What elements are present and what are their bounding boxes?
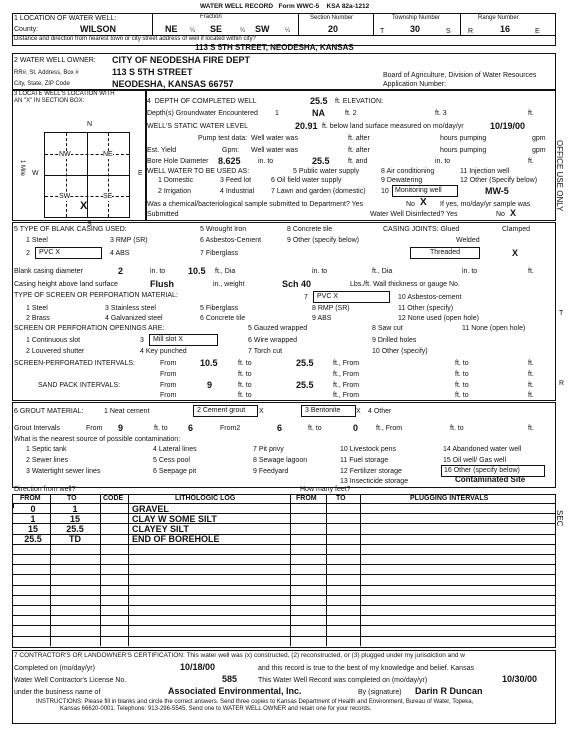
screen-12: 12 None used (open hole) — [398, 315, 479, 322]
ne-label: NE — [103, 151, 113, 158]
completed-label: Completed on (mo/day/yr) — [14, 665, 95, 672]
casing-6: 6 Asbestos-Cement — [200, 237, 262, 244]
open-4: 4 Key punched — [140, 348, 187, 355]
how-many-feet-label: How many feet? — [300, 486, 351, 493]
casing-2-box: PVC X — [35, 247, 102, 259]
contam-12: 12 Fertilizer storage — [340, 468, 402, 475]
chem-x: X — [420, 197, 427, 208]
fraction-1: NE — [165, 24, 178, 34]
side-r: R — [559, 380, 565, 387]
open-3: 3 — [140, 337, 144, 344]
pump-label: Pump test data: — [198, 135, 248, 142]
east-label: E — [138, 170, 143, 177]
gw-ft: ft. — [528, 110, 534, 117]
openings-label: SCREEN OR PERFORATION OPENINGS ARE: — [14, 325, 165, 332]
casing-3: 3 RMP (SR) — [110, 237, 148, 244]
spi-from: 10.5 — [200, 358, 218, 368]
certification-text: 7 CONTRACTOR'S OR LANDOWNER'S CERTIFICATION: This water well was (x) constructed, (2) reconstructed, or (3) plugged under my jurisdiction and w — [14, 652, 465, 659]
screen-8: 8 RMP (SR) — [312, 305, 350, 312]
owner-name: CITY OF NEODESHA FIRE DEPT — [112, 55, 251, 65]
disinfected-no: No — [496, 211, 505, 218]
sand-to-label-3: ft. to — [238, 392, 252, 399]
use-11: 11 Injection well — [460, 168, 510, 175]
well-location-mark: X — [80, 200, 88, 212]
gw1-num: 1 — [275, 110, 279, 117]
spi-from-label: From — [160, 360, 177, 367]
chem-question: Was a chemical/bacteriological sample submitted to Department? Yes — [147, 201, 364, 208]
log-header-from-2: FROM — [296, 495, 317, 502]
screen-9: 9 ABS — [312, 315, 332, 322]
casing-1: 1 Steel — [26, 237, 48, 244]
license-number: 585 — [222, 674, 238, 684]
spi-ft-from-2: ft., From — [333, 371, 360, 378]
open-11: 11 None (open hole) — [462, 325, 526, 332]
side-sec: SEC — [555, 510, 564, 527]
open-6: 6 Wire wrapped — [248, 337, 298, 344]
spi-label: SCREEN-PERFORATED INTERVALS: — [14, 360, 135, 367]
log-to: 15 — [69, 513, 80, 524]
spi-ft: ft. — [528, 360, 534, 367]
open-5: 5 Gauzed wrapped — [248, 325, 308, 332]
grout-from-label: From — [86, 425, 103, 432]
license-label: Water Well Contractor's License No. — [14, 677, 127, 684]
blank-ft-dia-2: ft., Dia — [372, 268, 393, 275]
form-title: WATER WELL RECORD Form WWC-5 KSA 82a-1212 — [200, 3, 370, 10]
static-date: 10/19/00 — [490, 121, 526, 131]
open-10: 10 Other (specify) — [372, 348, 428, 355]
rr-label: RR#, St. Address, Box # — [14, 70, 79, 76]
open-2: 2 Louvered shutter — [26, 348, 85, 355]
open-8: 8 Saw cut — [372, 325, 403, 332]
log-to: TD — [69, 534, 81, 545]
grout-to2: 0 — [353, 423, 359, 433]
screen-2: 2 Brass — [26, 315, 50, 322]
grout-to2-label: ft. to — [308, 425, 322, 432]
gw1-value: NA — [312, 108, 325, 118]
range-e: E — [535, 28, 540, 35]
bore-label: Bore Hole Diameter — [147, 158, 209, 165]
grout-from: 9 — [118, 423, 124, 433]
grout-from2: 6 — [277, 423, 283, 433]
side-t: T — [559, 310, 564, 317]
bore-in-to: in. to — [258, 158, 274, 165]
log-header-plugging: PLUGGING INTERVALS — [410, 495, 489, 502]
casing-joints: CASING JOINTS: Glued — [383, 226, 460, 233]
completed-date: 10/18/00 — [180, 662, 216, 672]
township-label: Township Number — [392, 15, 441, 21]
casing-schedule: Sch 40 — [282, 279, 312, 289]
submitted-label: Submitted — [147, 211, 179, 218]
grout-2-x: X — [259, 408, 264, 415]
bore-in-to-2: in. to — [435, 158, 451, 165]
township-number: 30 — [410, 24, 421, 34]
sand-ft-from-2: ft., From — [333, 392, 360, 399]
section-location-grid — [44, 132, 130, 218]
open-7: 7 Torch cut — [248, 348, 283, 355]
section-2-label: 2 WATER WELL OWNER: — [14, 57, 96, 64]
threaded-x: X — [512, 248, 519, 258]
disinfected-x: X — [510, 208, 517, 218]
screen-3: 3 Stainless steel — [105, 305, 156, 312]
contam-5: 5 Cess pool — [153, 457, 190, 464]
county-label: County: — [14, 26, 39, 33]
contam-6: 6 Seepage pit — [153, 468, 197, 475]
grout-3-x: X — [356, 408, 361, 415]
grout-1: 1 Neat cement — [104, 408, 150, 415]
casing-welded: Welded — [456, 237, 480, 244]
quarter-3: ¼ — [285, 28, 291, 34]
contam-3: 3 Watertight sewer lines — [26, 468, 101, 475]
range-number: 16 — [500, 24, 511, 34]
log-desc: CLAY W SOME SILT — [132, 513, 217, 524]
quarter-1: ¼ — [190, 28, 196, 34]
sw-label: SW — [59, 193, 71, 200]
application-label: Application Number: — [383, 81, 447, 88]
static-mid: ft. below land surface measured on mo/day/yr — [322, 123, 464, 130]
gw-label: Depth(s) Groundwater Encountered — [147, 110, 258, 117]
use-7: 7 Lawn and garden (domestic) — [271, 188, 366, 195]
contam-11: 11 Fuel storage — [340, 457, 389, 464]
use-12: 12 Other (Specify below) — [460, 177, 538, 184]
log-to: 1 — [72, 503, 78, 514]
bore-value: 8.625 — [218, 156, 241, 166]
gw3-label: ft. 3 — [435, 110, 447, 117]
section-3-label-2: AN "X" IN SECTION BOX: — [14, 98, 85, 104]
casing-weight-label: in., weight — [213, 281, 245, 288]
contamination-label: What is the nearest source of possible contamination: — [14, 436, 181, 443]
log-header-to-2: TO — [336, 495, 346, 502]
blank-dia-label: Blank casing diameter — [14, 268, 83, 275]
business-label: under the business name of — [14, 689, 101, 696]
grout-3-box: 3 Bentonite — [301, 405, 356, 417]
grout-ft: ft. — [528, 425, 534, 432]
gw2-label: ft. 2 — [345, 110, 357, 117]
yield-ww: Well water was — [251, 147, 298, 154]
grout-to-label: ft. to — [154, 425, 168, 432]
signature: Darin R Duncan — [415, 686, 483, 696]
yield-gpm-2: gpm — [532, 147, 546, 154]
contam-2: 2 Sewer lines — [26, 457, 69, 464]
sand-ft: ft. — [528, 382, 534, 389]
bore-ft: ft. — [528, 158, 534, 165]
screen-1: 1 Steel — [26, 305, 48, 312]
contam-1: 1 Septic tank — [26, 446, 67, 453]
use-3: 3 Feed lot — [220, 177, 252, 184]
pump-after: ft. after — [348, 135, 370, 142]
sand-from: 9 — [207, 380, 213, 390]
owner-city: NEODESHA, KANSAS 66757 — [112, 79, 234, 89]
mile-scale-label: 1 Mile — [19, 160, 25, 177]
blank-in-to: in. to — [150, 268, 166, 275]
county-value: WILSON — [80, 24, 116, 34]
blank-dia-value: 2 — [118, 266, 124, 276]
log-header-from: FROM — [20, 495, 41, 502]
open-1: 1 Continuous slot — [26, 337, 81, 344]
contam-13: 13 Insecticide storage — [340, 478, 409, 485]
yield-label: Est. Yield — [147, 147, 177, 154]
instructions-2: Kansas 66620-0001. Telephone: 913-296-5545. Send one to WATER WELL OWNER and retain one for your records. — [60, 706, 372, 712]
grout-ft-from: ft., From — [376, 425, 403, 432]
fraction-3: SW — [255, 24, 270, 34]
contam-9: 9 Feedyard — [253, 468, 289, 475]
spi-to-label-3: ft. to — [238, 371, 252, 378]
casing-9: 9 Other (specify below) — [287, 237, 359, 244]
sand-to: 25.5 — [296, 380, 314, 390]
casing-height-label: Casing height above land surface — [14, 281, 118, 288]
pump-hours: hours pumping — [440, 135, 487, 142]
casing-5: 5 Wrought Iron — [200, 226, 247, 233]
grout-ft-to: ft. to — [450, 425, 464, 432]
sand-ft-2: ft. — [528, 392, 534, 399]
west-label: W — [32, 170, 39, 177]
open-3-box: Mill slot X — [149, 334, 218, 346]
board-label: Board of Agriculture, Division of Water Resources — [383, 72, 537, 79]
range-label: Range Number — [478, 15, 519, 21]
north-label: N — [87, 121, 93, 128]
casing-2: 2 — [26, 250, 30, 257]
log-desc: CLAYEY SILT — [132, 523, 189, 534]
casing-4: 4 ABS — [110, 250, 130, 257]
contam-10: 10 Livestock pens — [340, 446, 397, 453]
spi-ft-from: ft., From — [333, 360, 360, 367]
use-10: 10 — [381, 188, 389, 195]
depth-value: 25.5 — [310, 96, 328, 106]
casing-8: 8 Concrete tile — [287, 226, 333, 233]
use-8: 8 Air conditioning — [381, 168, 435, 175]
log-from: 25.5 — [24, 534, 42, 545]
fraction-label: Fraction — [200, 14, 222, 20]
chem-no: No — [406, 201, 415, 208]
contamination-other: Contaminated Site — [455, 475, 526, 484]
spi-to: 25.5 — [296, 358, 314, 368]
use-2: 2 Irrigation — [158, 188, 192, 195]
sand-ft-from: ft., From — [333, 382, 360, 389]
section-number-label: Section Number — [310, 15, 354, 21]
spi-ft-2: ft. — [528, 371, 534, 378]
township-t: T — [380, 28, 385, 35]
log-to: 25.5 — [66, 523, 84, 534]
use-6: 6 Oil field water supply — [271, 177, 342, 184]
spi-to-label: ft. to — [238, 360, 252, 367]
sand-to-label-2: ft. to — [455, 382, 469, 389]
nw-label: NW — [59, 151, 71, 158]
pump-ww: Well water was — [251, 135, 298, 142]
sand-to-label: ft. to — [238, 382, 252, 389]
pump-gpm: gpm — [532, 135, 546, 142]
quarter-2: ¼ — [240, 28, 246, 34]
contam-16-box: 16 Other (specify below) — [441, 465, 545, 477]
yield-hours: hours pumping — [440, 147, 487, 154]
blank-in-to-3: in. to — [462, 268, 478, 275]
contam-7: 7 Pit privy — [253, 446, 284, 453]
log-from: 0 — [30, 503, 36, 514]
south-label: S — [87, 221, 92, 228]
well-address: 113 S 5TH STREET, NEODESHA, KANSAS — [195, 43, 354, 52]
open-9: 9 Drilled holes — [372, 337, 417, 344]
blank-ft: ft. — [528, 268, 534, 275]
bore-to-value: 25.5 — [312, 156, 330, 166]
use-4: 4 Industrial — [220, 188, 255, 195]
screen-5: 5 Fiberglass — [200, 305, 239, 312]
spi-to-label-4: ft. to — [455, 371, 469, 378]
threaded-box: Threaded — [410, 247, 480, 259]
blank-in-to-2: in. to — [312, 268, 328, 275]
blank-ft-dia: ft., Dia — [215, 268, 236, 275]
log-header-code: CODE — [103, 495, 124, 502]
use-1: 1 Domestic — [158, 177, 194, 184]
static-value: 20.91 — [295, 121, 318, 131]
static-label: WELL'S STATIC WATER LEVEL — [147, 123, 249, 130]
log-desc: END OF BOREHOLE — [132, 534, 220, 545]
screen-4: 4 Galvanized steel — [105, 315, 163, 322]
screen-6: 6 Concrete tile — [200, 315, 246, 322]
se-label: SE — [103, 193, 113, 200]
use-5: 5 Public water supply — [293, 168, 360, 175]
instructions-1: INSTRUCTIONS: Please fill in blanks and circle the correct answers. Send three copies to Kansas Department of Health and Environment, Bureau of Water, Topeka, — [36, 699, 474, 705]
fraction-2: SE — [210, 24, 223, 34]
depth-label: 4 DEPTH OF COMPLETED WELL — [147, 98, 257, 105]
log-header-to: TO — [67, 495, 77, 502]
office-use-only: OFFICE USE ONLY — [555, 140, 564, 212]
yield-gpm: Gpm: — [222, 147, 240, 154]
grout-from2-label: From2 — [220, 425, 241, 432]
contam-14: 14 Abandoned water well — [443, 446, 522, 453]
township-s: S — [446, 28, 451, 35]
screen-type-label: TYPE OF SCREEN OR PERFORATION MATERIAL: — [14, 292, 178, 299]
use-label: WELL WATER TO BE USED AS: — [147, 168, 250, 175]
use-9: 9 Dewatering — [381, 177, 423, 184]
disinfected-label: Water Well Disinfected? Yes — [370, 211, 458, 218]
business-name: Associated Environmental, Inc. — [168, 686, 302, 696]
contam-4: 4 Lateral lines — [153, 446, 197, 453]
screen-10: 10 Asbestos-cement — [398, 294, 462, 301]
log-desc: GRAVEL — [132, 503, 169, 514]
casing-height-value: Flush — [150, 279, 174, 289]
direction-label: Direction from well? — [14, 486, 76, 493]
range-r: R — [468, 28, 474, 35]
screen-7-box: PVC X — [313, 291, 390, 303]
bore-ft-and: ft. and — [348, 158, 368, 165]
use-10-box: Monitoring well — [392, 185, 458, 197]
grout-4: 4 Other — [368, 408, 392, 415]
sand-to-label-4: ft. to — [455, 392, 469, 399]
sand-from-label-2: From — [160, 392, 177, 399]
owner-street: 113 S 5TH STREET — [112, 67, 193, 77]
casing-7: 7 Fiberglass — [200, 250, 239, 257]
sand-label: SAND PACK INTERVALS: — [38, 382, 121, 389]
distance-label: Distance and direction from nearest town or city street address of well if located within city? — [14, 36, 256, 42]
section-1-label: 1 LOCATION OF WATER WELL: — [14, 15, 117, 22]
grout-label: 6 GROUT MATERIAL: — [14, 408, 84, 415]
city-label: City, State, ZIP Code — [14, 81, 70, 87]
sand-from-label: From — [160, 382, 177, 389]
grout-2-box: 2 Cement grout — [193, 405, 258, 417]
record-date: 10/30/00 — [502, 674, 538, 684]
log-from: 1 — [30, 513, 36, 524]
blank-to-value: 10.5 — [188, 266, 206, 276]
section-3-label: 3 LOCATE WELL'S LOCATION WITH — [14, 91, 115, 97]
elevation-label: ft. ELEVATION: — [335, 98, 383, 105]
section-number: 20 — [328, 24, 339, 34]
yield-after: ft. after — [348, 147, 370, 154]
grout-to: 6 — [188, 423, 194, 433]
contam-15: 15 Oil well/ Gas well — [443, 457, 507, 464]
contam-8: 8 Sewage lagoon — [253, 457, 308, 464]
log-from: 15 — [27, 523, 38, 534]
spi-to-label-2: ft. to — [455, 360, 469, 367]
completed-rest: and this record is true to the best of my knowledge and belief. Kansas — [258, 665, 474, 672]
casing-lbs: Lbs./ft. Wall thickness or gauge No. — [350, 281, 460, 288]
spi-from-label-2: From — [160, 371, 177, 378]
casing-label: 5 TYPE OF BLANK CASING USED: — [14, 226, 127, 233]
monitoring-well-id: MW-5 — [485, 186, 509, 196]
signature-label: By (signature) — [358, 689, 402, 696]
screen-7: 7 — [304, 294, 308, 301]
casing-clamped: Clamped — [502, 226, 531, 233]
grout-intervals-label: Grout Intervals — [14, 425, 60, 432]
log-header-lithologic: LITHOLOGIC LOG — [175, 495, 236, 502]
record-completed-label: This Water Well Record was completed on (mo/day/yr) — [258, 677, 428, 684]
chem-sample: If yes, mo/day/yr sample was — [440, 201, 531, 208]
screen-11: 11 Other (specify) — [398, 305, 454, 312]
